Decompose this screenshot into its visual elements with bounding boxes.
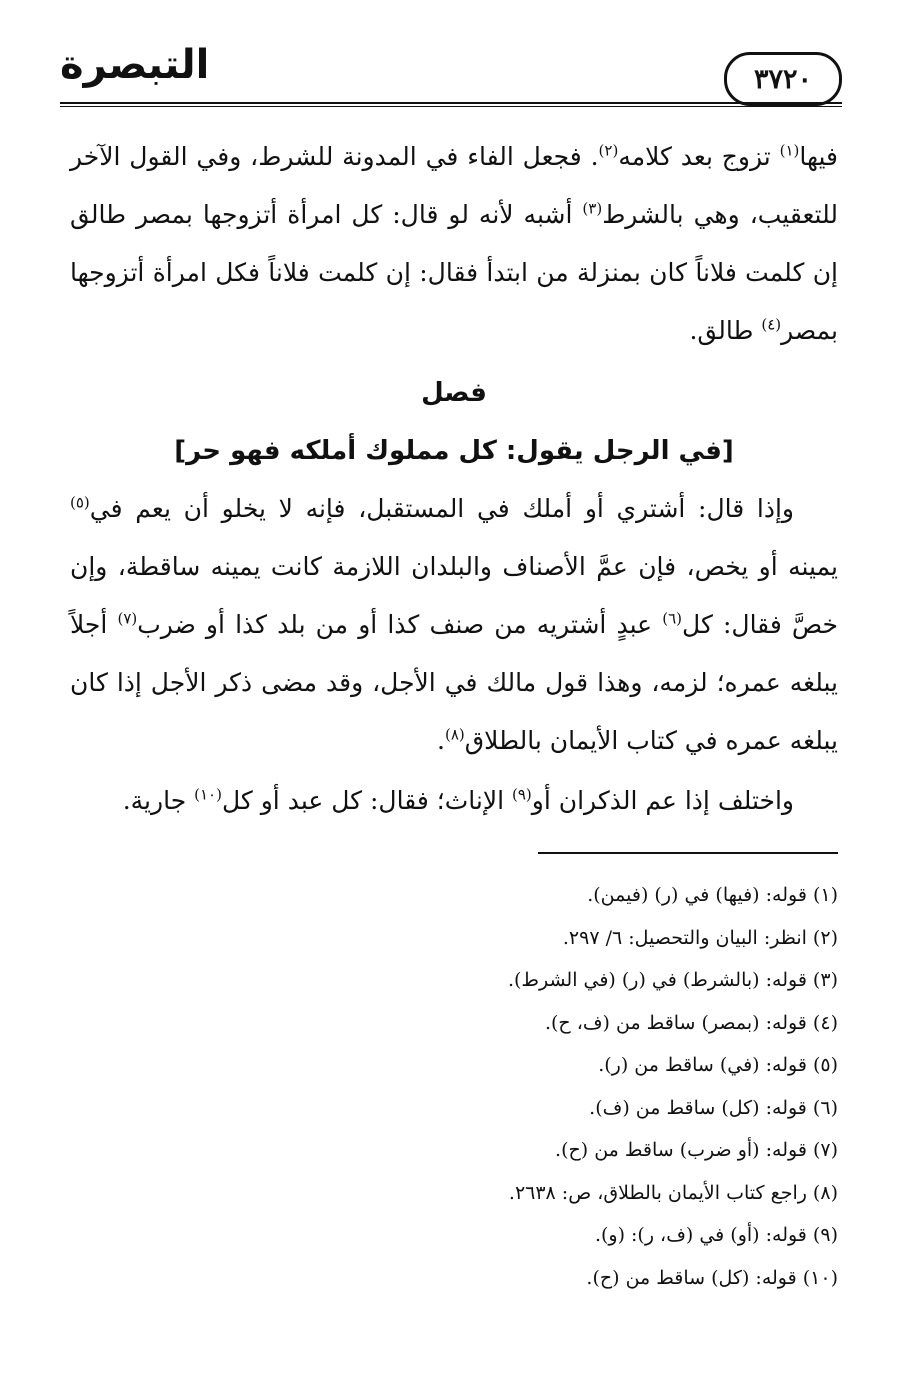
- footnote-7: (٧) قوله: (أو ضرب) ساقط من (ح).: [555, 1139, 838, 1161]
- paragraph-1: فيها$^{(١)}$ تزوج بعد كلامه$^{(٢)}$. فجعل الفاء في المدونة للشرط، وفي القول الآخر للتعقيب، وهي بالشرط$^{(٣)}$ أشبه لأنه لو قال: كل امرأة أتزوجها بمصر طالق إن كلمت فلاناً كان بمنزلة من ابتدأ فقال: إن كلمت فلاناً فكل امرأة أتزوجها بمصر$^{(٤)}$ طالق.: [70, 141, 838, 345]
- footnote-ref-3: (٣): [582, 199, 603, 218]
- book-title: التبصرة: [60, 42, 210, 88]
- page-number: ٣٧٢٠: [724, 52, 842, 106]
- footnote-ref-7: (٧): [117, 609, 138, 628]
- footnote-10: (١٠) قوله: (كل) ساقط من (ح).: [586, 1266, 838, 1289]
- footnote-ref-2: (٢): [598, 141, 619, 160]
- footnote-4: (٤) قوله: (بمصر) ساقط من (ف، ح).: [544, 1011, 838, 1034]
- header-rule: [60, 102, 842, 104]
- footnote-ref-6: (٦): [662, 609, 683, 628]
- header-rule-thin: [60, 106, 842, 107]
- section-subtitle: [في الرجل يقول: كل مملوك أملكه فهو حر]: [174, 436, 734, 466]
- footnote-ref-4: (٤): [761, 315, 782, 334]
- footnote-3: (٣) قوله: (بالشرط) في (ر) (في الشرط).: [507, 969, 838, 991]
- footnote-1: (١) قوله: (فيها) في (ر) (فيمن).: [587, 884, 838, 906]
- footnote-2: (٢) انظر: البيان والتحصيل: ٦/ ٢٩٧.: [562, 926, 838, 949]
- footnote-6: (٦) قوله: (كل) ساقط من (ف).: [589, 1096, 838, 1119]
- footnote-ref-8: (٨): [444, 725, 465, 744]
- main-text: [70, 128, 838, 830]
- footnotes: [70, 874, 838, 1299]
- paragraph-3: واختلف إذا عم الذكران أو$^{(٩)}$ الإناث؛ فقال: كل عبد أو كل$^{(١٠)}$ جارية.: [122, 785, 794, 815]
- footnote-5: (٥) قوله: (في) ساقط من (ر).: [598, 1054, 838, 1076]
- footnote-ref-10: (١٠): [194, 785, 222, 804]
- page-header: [60, 38, 842, 108]
- footnote-ref-9: (٩): [511, 785, 532, 804]
- footnote-ref-5: (٥): [70, 493, 90, 512]
- paragraph-2: وإذا قال: أشتري أو أملك في المستقبل، فإنه لا يخلو أن يعم في$^{(٥)}$ يمينه أو يخص، فإن عمَّ الأصناف والبلدان اللازمة كانت يمينه ساقطة، وإن خصَّ فقال: كل$^{(٦)}$ عبدٍ أشتريه من صنف كذا أو من بلد كذا أو ضرب$^{(٧)}$ أجلاً يبلغه عمره؛ لزمه، وهذا قول مالك في الأجل، وقد مضى ذكر الأجل إذا كان يبلغه عمره في كتاب الأيمان بالطلاق$^{(٨)}$.: [70, 493, 838, 755]
- footnote-ref-1: (١): [779, 141, 800, 160]
- footnote-8: (٨) راجع كتاب الأيمان بالطلاق، ص: ٢٦٣٨.: [508, 1181, 838, 1204]
- section-title: فصل: [421, 378, 487, 408]
- footnote-separator: [538, 852, 838, 854]
- footnote-9: (٩) قوله: (أو) في (ف، ر): (و).: [594, 1224, 838, 1246]
